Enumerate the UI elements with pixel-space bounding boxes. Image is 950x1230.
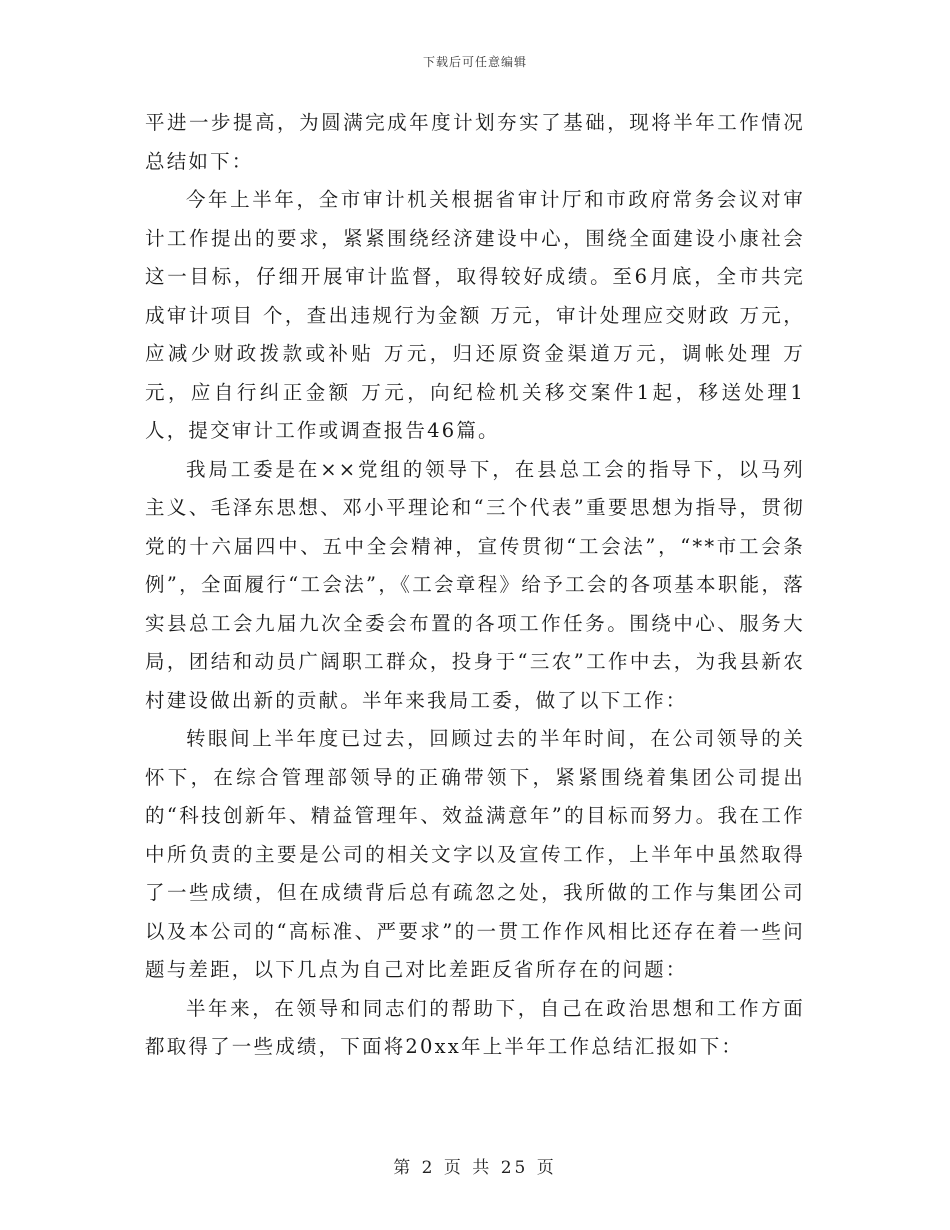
page-number-footer: 第 2 页 共 25 页 (393, 1158, 557, 1178)
paragraph-4: 转眼间上半年度已过去，回顾过去的半年时间，在公司领导的关怀下，在综合管理部领导的正确带领下，紧紧围绕着集团公司提出的“科技创新年、精益管理年、效益满意年”的目标而努力。我在工作中所负责的主要是公司的相关文字以及宣传工作，上半年中虽然取得了一些成绩，但在成绩背后总有疏忽之处，我所做的工作与集团公司以及本公司的“高标准、严要求”的一贯工作作风相比还存在着一些问题与差距，以下几点为自己对比差距反省所存在的问题： (145, 727, 805, 981)
paragraph-2: 今年上半年，全市审计机关根据省审计厅和市政府常务会议对审计工作提出的要求，紧紧围绕经济建设中心，围绕全面建设小康社会这一目标，仔细开展审计监督，取得较好成绩。至6月底，全市共完成审计项目 个，查出违规行为金额 万元，审计处理应交财政 万元，应减少财政拨款或补贴 万元，归还原资金渠道万元，调帐处理 万元，应自行纠正金额 万元，向纪检机关移交案件1起，移送处理1人，提交审计工作或调查报告46篇。 (145, 188, 805, 442)
paragraph-3: 我局工委是在××党组的领导下，在县总工会的指导下，以马列主义、毛泽东思想、邓小平理论和“三个代表”重要思想为指导，贯彻党的十六届四中、五中全会精神，宣传贯彻“工会法”，“**市工会条例”，全面履行“工会法”，《工会章程》给予工会的各项基本职能，落实县总工会九届九次全委会布置的各项工作任务。围绕中心、服务大局，团结和动员广阔职工群众，投身于“三农”工作中去，为我县新农村建设做出新的贡献。半年来我局工委，做了以下工作： (145, 457, 805, 712)
paragraph-5: 半年来，在领导和同志们的帮助下，自己在政治思想和工作方面都取得了一些成绩，下面将20xx年上半年工作总结汇报如下： (145, 996, 805, 1058)
document-body (145, 104, 805, 1067)
page-header: 下载后可任意编辑 (422, 55, 527, 69)
paragraph-1: 平进一步提高，为圆满完成年度计划夯实了基础，现将半年工作情况总结如下： (145, 111, 805, 173)
